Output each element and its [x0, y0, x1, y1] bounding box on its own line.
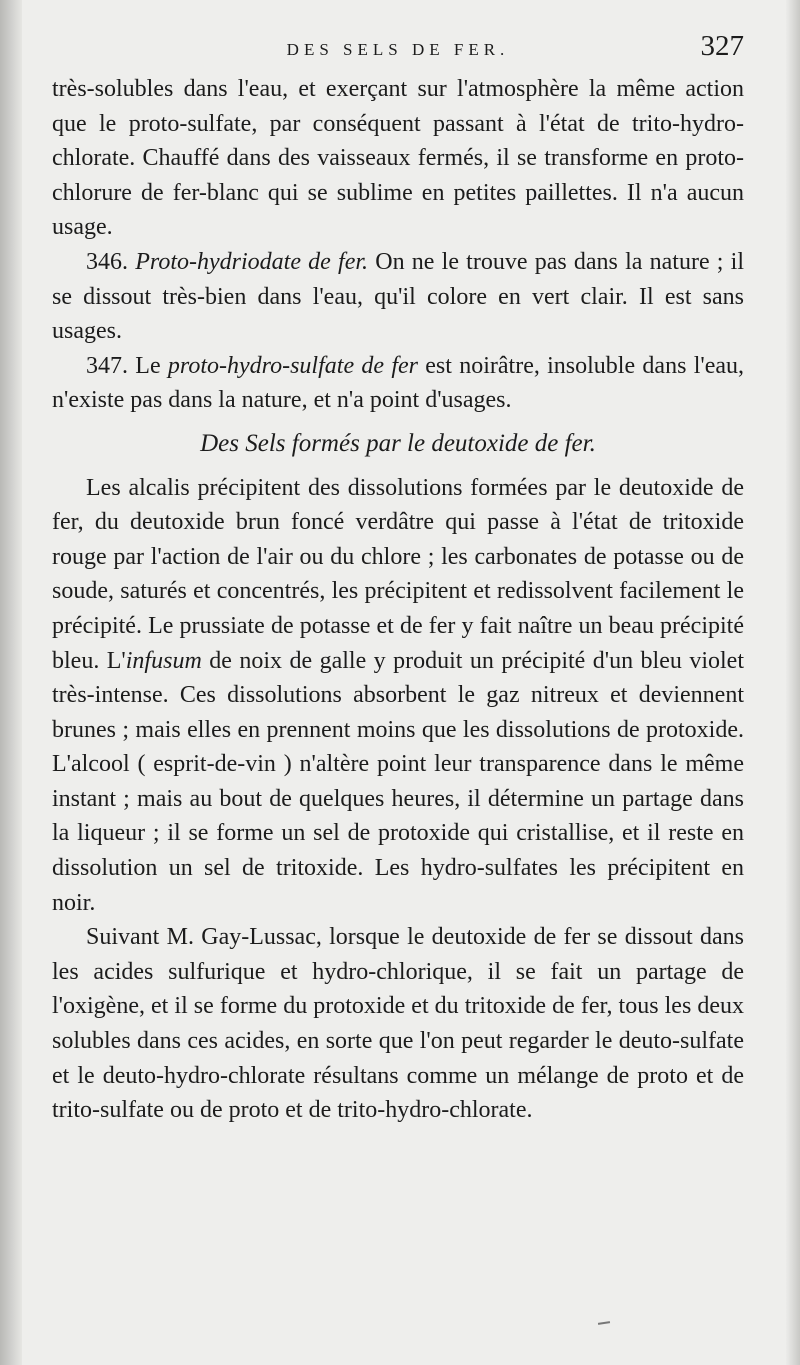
- section-heading: Des Sels formés par le deutoxide de fer.: [200, 429, 596, 457]
- body-text: [52, 72, 744, 1128]
- running-title: DES SELS DE FER.: [286, 40, 510, 59]
- paragraph-title: Proto-hydriodate de fer.: [135, 248, 369, 275]
- paragraph-gay-lussac: Suivant M. Gay-Lussac, lorsque le deutoxide de fer se dissout dans les acides sulfurique et hydro-chlorique, il se fait un partage de l'oxigène, et il se forme du protoxide et du tritoxide de fer, tous les deux solubles dans ces acides, en sorte que l'on peut regarder le deuto-sulfate et le deuto-hydro-chlorate résultans comme un mélange de proto et de trito-sulfate ou de proto et de trito-hydro-chlorate.: [52, 924, 744, 1124]
- page-header: [52, 30, 744, 74]
- ink-mark: [598, 1321, 610, 1325]
- paragraph-number: 346.: [86, 248, 136, 275]
- paragraph-text: On ne le trouve pas dans la nature ; il se dissout très-bien dans l'eau, qu'il colore en vert clair. Il est sans usages.: [52, 248, 745, 345]
- paragraph-continued: très-solubles dans l'eau, et exerçant sur l'atmosphère la même action que le proto-sulfate, par conséquent passant à l'état de trito-hydro-chlorate. Chauffé dans des vaisseaux fermés, il se transforme en proto-chlorure de fer-blanc qui se sublime en petites paillettes. Il n'a aucun usage.: [52, 76, 744, 241]
- page-gutter-shadow: [0, 0, 22, 1365]
- paragraph-title: proto-hydro-sulfate de fer: [167, 352, 418, 379]
- paragraph-alcalis: [52, 471, 744, 921]
- italic-term: infusum: [125, 647, 202, 674]
- paragraph-number: 347. Le: [86, 352, 168, 379]
- paragraph-text: Les alcalis précipitent des dissolutions formées par le deutoxide de fer, du deutoxide brun foncé verdâtre qui passe à l'état de tritoxide rouge par l'action de l'air ou du chlore ; les carbonates de potasse ou de soude, saturés et concentrés, les précipitent et redissolvent facilement le précipité. Le prussiate de potasse et de fer y fait naître un beau précipité bleu. L': [52, 474, 744, 674]
- paragraph-347: [52, 349, 744, 418]
- page-edge-shadow: [786, 0, 800, 1365]
- page-number: 327: [700, 30, 744, 62]
- paragraph-346: [52, 245, 744, 349]
- paragraph-text: est noirâtre, insoluble dans l'eau, n'existe pas dans la nature, et n'a point d'usages.: [52, 352, 744, 414]
- paragraph-text: de noix de galle y produit un précipité d'un bleu violet très-intense. Ces dissolutions absorbent le gaz nitreux et deviennent brunes ; mais elles en prennent moins que les dissolutions de protoxide. L'alcool ( esprit-de-vin ) n'altère point leur transparence dans le même instant ; mais au bout de quelques heures, il détermine un partage dans la liqueur ; il se forme un sel de protoxide qui cristallise, et il reste en dissolution un sel de tritoxide. Les hydro-sulfates les précipitent en noir.: [52, 647, 744, 916]
